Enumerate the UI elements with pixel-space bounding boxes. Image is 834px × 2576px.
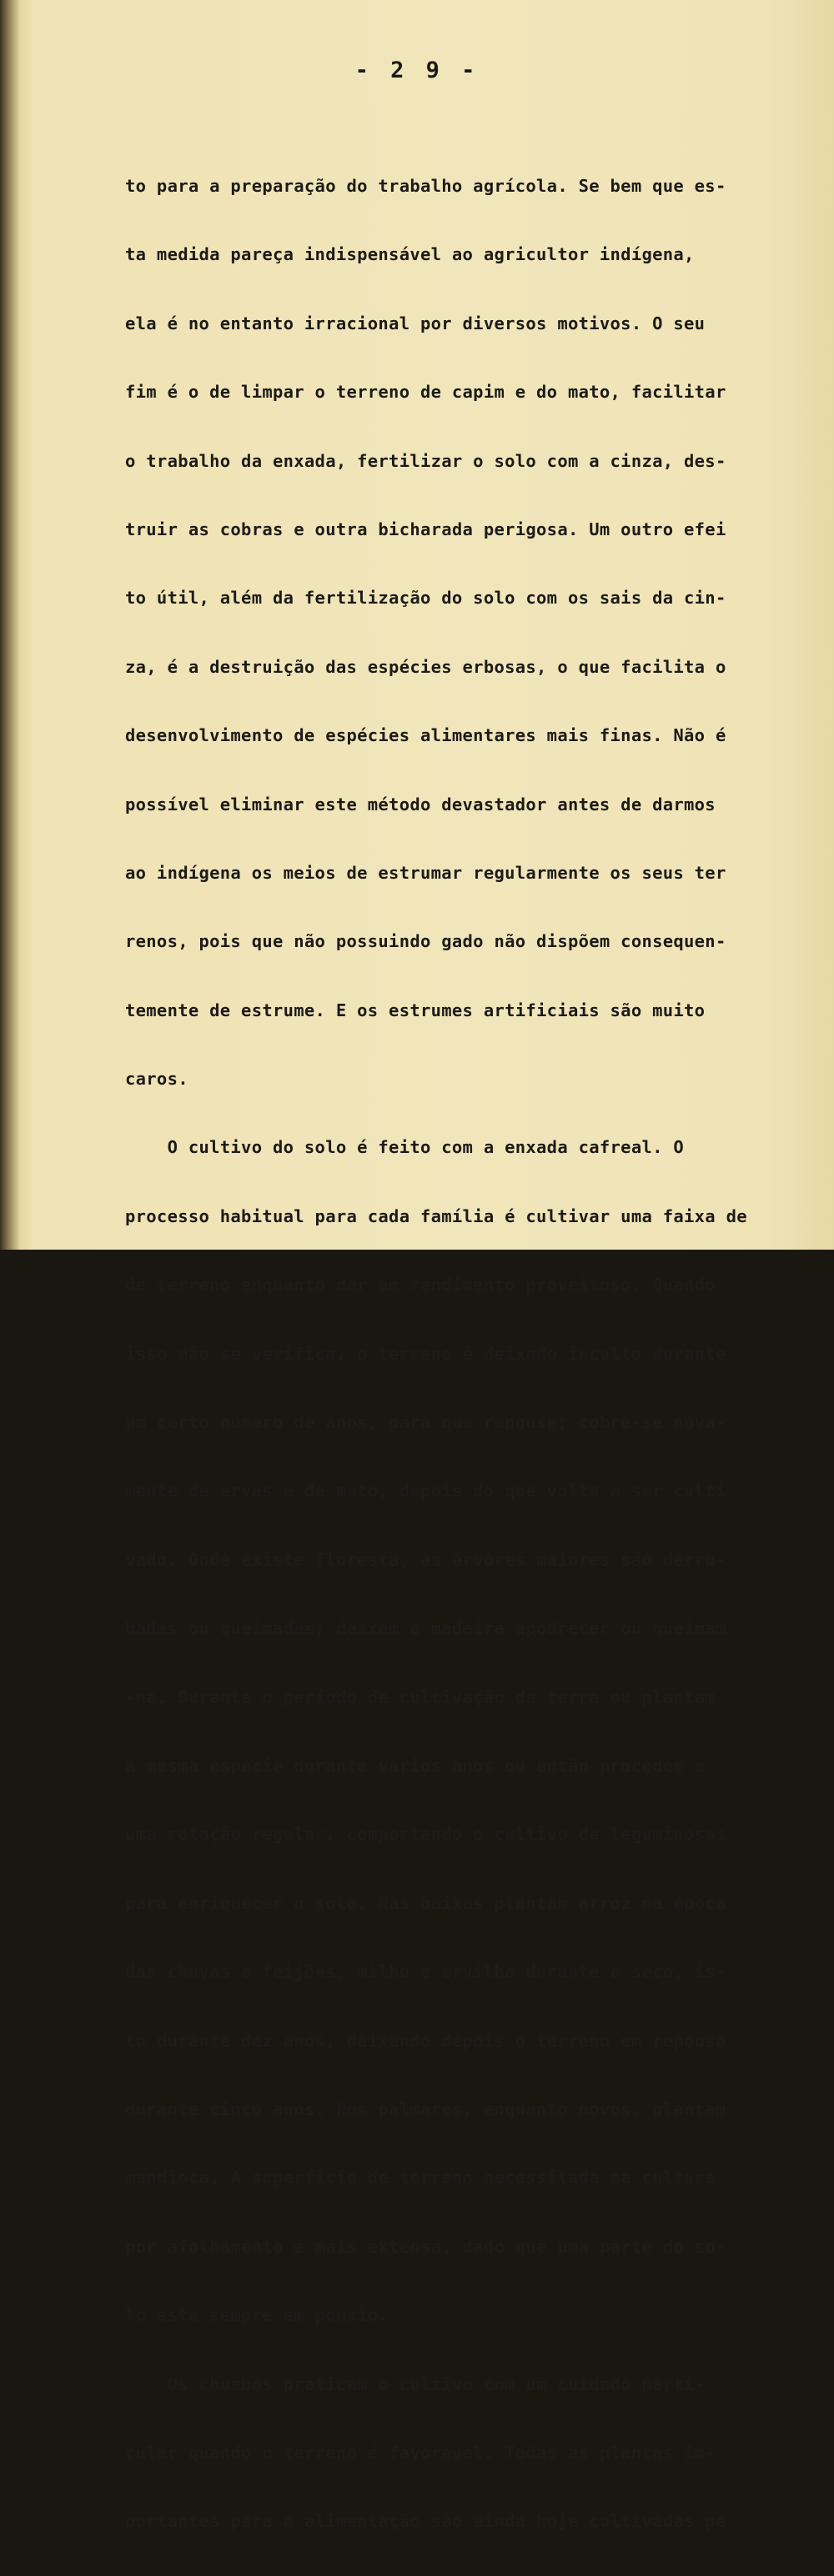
- text-line: de terreno enquanto der um rendimento proveitoso. Quando: [125, 1275, 716, 1296]
- text-line: por afolhamento é mais extensa, dado que uma parte do so-: [125, 2236, 726, 2257]
- text-line: O cultivo do solo é feito com a enxada cafreal. O: [125, 1137, 685, 1158]
- text-line: cular quando o terreno é favorável. Todas as plantas im-: [125, 2442, 716, 2463]
- text-line: Os chuabos praticam o cultivo com um cuidado parti-: [125, 2373, 706, 2394]
- text-line: to útil, além da fertilização do solo com os sais da cin-: [125, 588, 726, 609]
- text-line: para enriquecer o solo. Nas baixas plantam arroz na época: [125, 1892, 726, 1913]
- text-line: lo está sempre em pousio.: [125, 2305, 389, 2326]
- page-number: - 2 9 -: [354, 58, 480, 83]
- text-line: -na. Durante o período de cultivação da terra ou plantam: [125, 1686, 716, 1707]
- text-line: desenvolvimento de espécies alimentares mais finas. Não é: [125, 725, 726, 746]
- body-text: [125, 132, 801, 2576]
- text-line: possível eliminar este método devastador antes de darmos: [125, 794, 716, 814]
- text-line: temente de estrume. E os estrumes artificiais são muito: [125, 1000, 706, 1020]
- text-line: vado. Onde existe floresta, as árvores maiores são derru-: [125, 1549, 726, 1570]
- text-line: o trabalho da enxada, fertilizar o solo com a cinza, des-: [125, 450, 726, 471]
- text-line: isso não se verifica, o terreno é deixado inculto durante: [125, 1343, 726, 1364]
- text-line: badas ou queimadas; deixam a madeira apodrecer ou queimam: [125, 1618, 726, 1639]
- text-line: to para a preparação do trabalho agrícola. Se bem que es-: [125, 176, 726, 196]
- text-line: a mesma espécie durante vários anos ou então procedem a: [125, 1755, 706, 1776]
- text-line: portantes para a alimentação são ainda hoje cultivadas pe: [125, 2511, 726, 2532]
- text-line: mandioca. A superfície de terreno necessitada na cultura: [125, 2168, 716, 2188]
- text-line: das chuvas e feijões, milho e ervilha durante o seco, is-: [125, 1962, 726, 1982]
- text-line: renos, pois que não possuindo gado não dispõem consequen-: [125, 931, 726, 952]
- text-line: um certo número de anos, para que repouse; cobre-se nòva-: [125, 1412, 726, 1433]
- text-line: ta medida pareça indispensável ao agricultor indígena,: [125, 244, 695, 265]
- text-line: ao indígena os meios de estrumar regularmente os seus ter: [125, 862, 726, 883]
- text-line: truir as cobras e outra bicharada perigosa. Um outro efei: [125, 519, 726, 539]
- text-line: to durante dez anos, deixando depois o terreno em repouso: [125, 2030, 726, 2051]
- text-line: processo habitual para cada família é cultivar uma faixa de: [125, 1205, 747, 1226]
- text-line: za, é a destruição das espécies erbosas, o que facilita o: [125, 656, 726, 677]
- text-line: uma rotação regular, comportando o cultivo de leguminosas: [125, 1824, 726, 1845]
- text-line: mente de ervas e de mato, depois do que volta a ser culti: [125, 1481, 726, 1501]
- text-line: durante cinco anos. Nos palmares, enquanto novos, plantam: [125, 2098, 726, 2119]
- text-line: fim é o de limpar o terreno de capim e do mato, facilitar: [125, 382, 726, 403]
- text-line: ela é no entanto irracional por diversos motivos. O seu: [125, 313, 706, 333]
- text-line: caros.: [125, 1069, 188, 1090]
